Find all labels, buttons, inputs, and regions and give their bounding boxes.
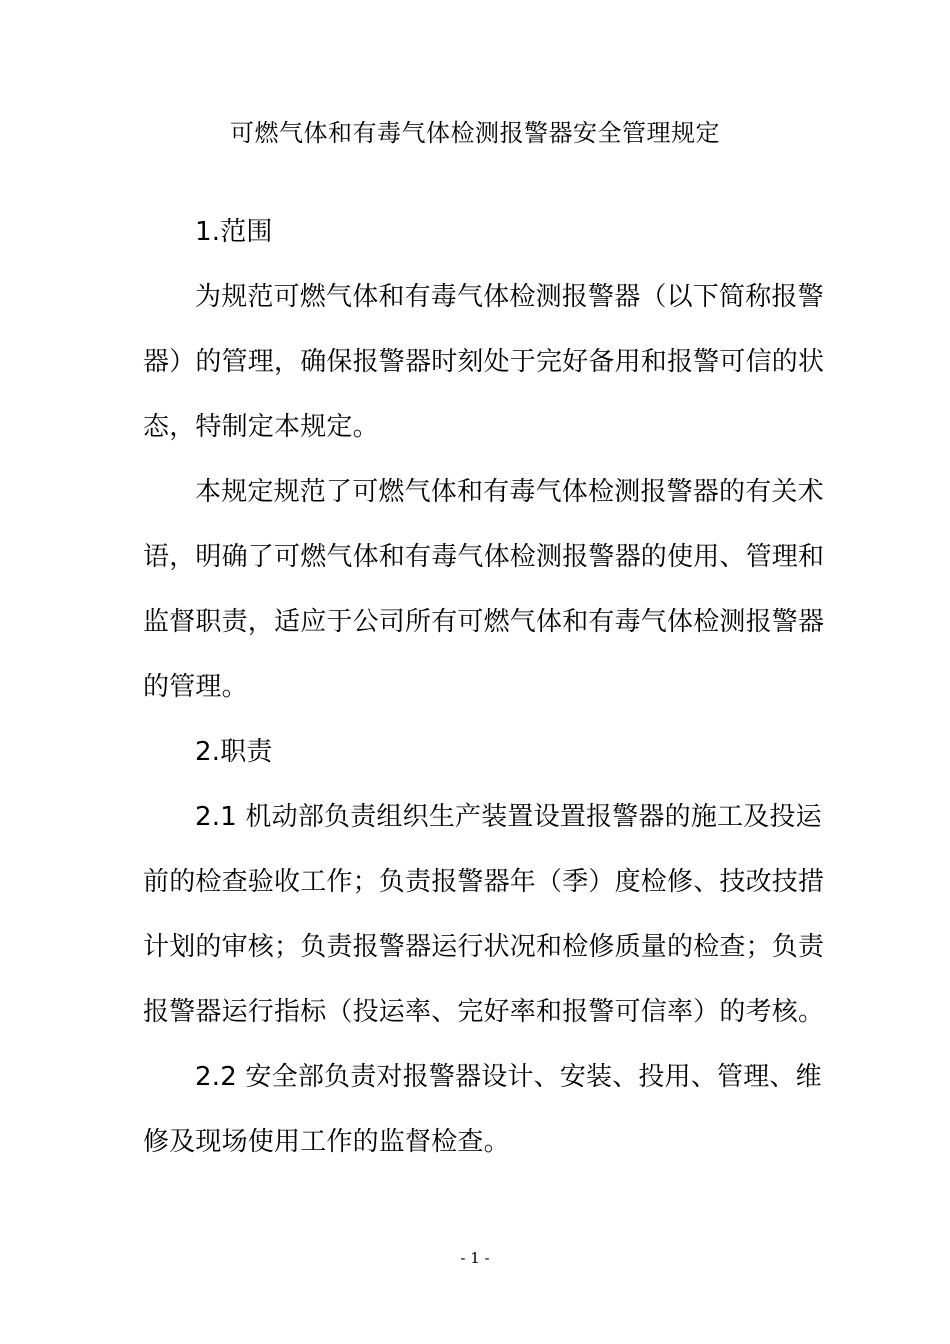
page-number: - 1 - (460, 1249, 490, 1267)
document-body (143, 200, 838, 1175)
paragraph-scope-coverage: 本规定规范了可燃气体和有毒气体检测报警器的有关术语，明确了可燃气体和有毒气体检测报警器的使用、管理和监督职责，适应于公司所有可燃气体和有毒气体检测报警器的管理。 (143, 477, 825, 702)
paragraph-scope-purpose: 为规范可燃气体和有毒气体检测报警器（以下简称报警器）的管理，确保报警器时刻处于完好备用和报警可信的状态，特制定本规定。 (143, 282, 825, 442)
section-heading-responsibilities: 2.职责 (195, 737, 273, 767)
document-title: 可燃气体和有毒气体检测报警器安全管理规定 (230, 119, 720, 147)
paragraph-responsibility-2-2: 2.2 安全部负责对报警器设计、安装、投用、管理、维修及现场使用工作的监督检查。 (143, 1062, 822, 1157)
section-heading-scope: 1.范围 (195, 217, 273, 247)
paragraph-responsibility-2-1: 2.1 机动部负责组织生产装置设置报警器的施工及投运前的检查验收工作；负责报警器年（季）度检修、技改技措计划的审核；负责报警器运行状况和检修质量的检查；负责报警器运行指标（投运率、完好率和报警可信率）的考核。 (143, 802, 825, 1027)
